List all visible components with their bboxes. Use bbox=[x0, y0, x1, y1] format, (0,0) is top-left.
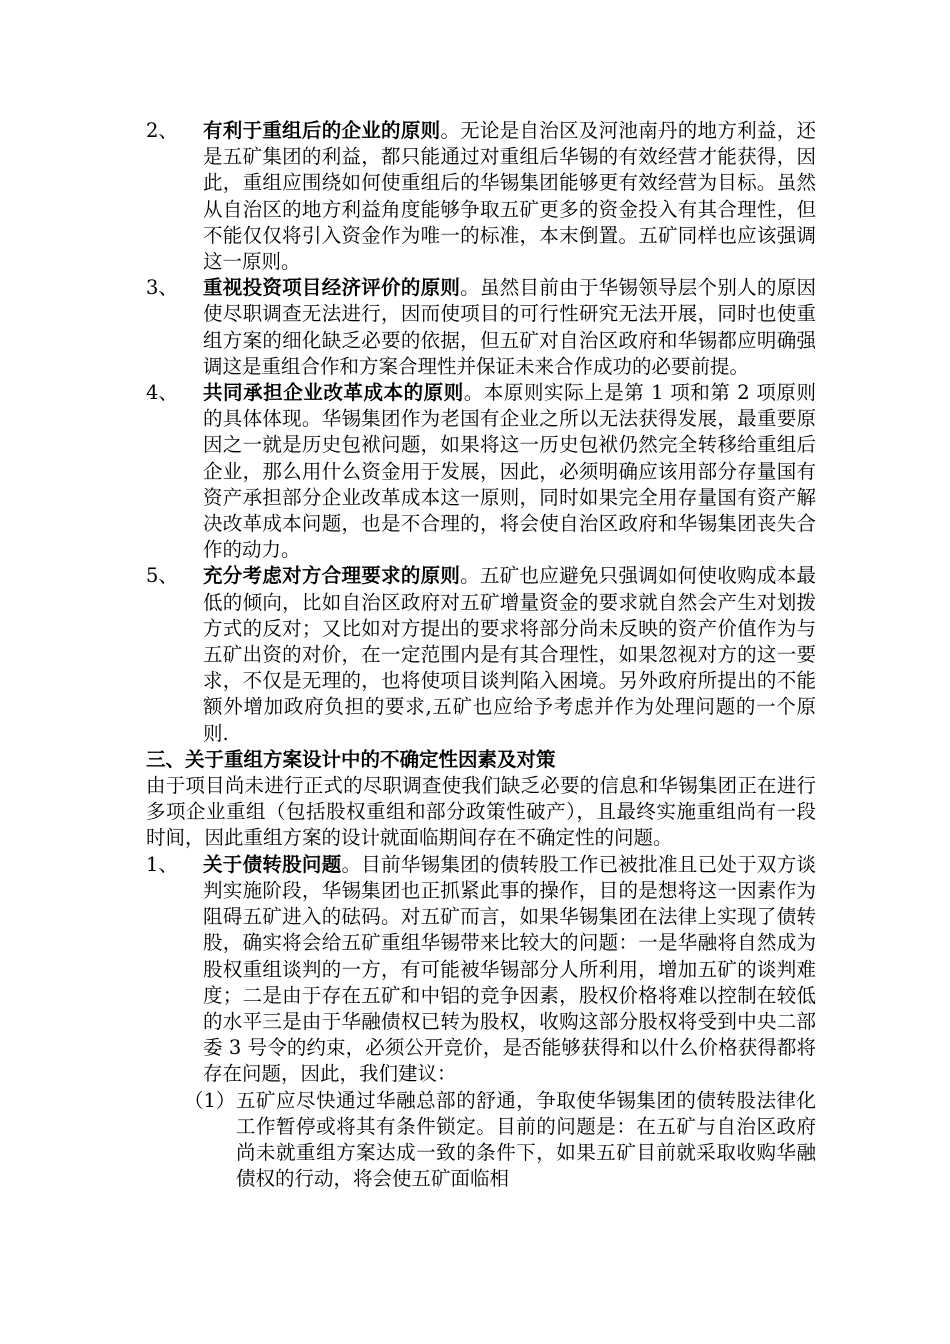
item-number: 3、 bbox=[146, 276, 178, 300]
item-number: 4、 bbox=[146, 381, 178, 405]
principle-text: 。虽然目前由于华锡领导层个别人的原因使尽职调查无法进行，因而使项目的可行性研究无法开展，同时也使重组方案的细化缺乏必要的依据，但五矿对自治区政府和华锡都应明确强调这是重组合作和方案合理性并保证未来合作成功的必要前提。 bbox=[203, 276, 816, 378]
principle-item-3 bbox=[146, 275, 816, 380]
sub-item-text: 五矿应尽快通过华融总部的舒通，争取使华锡集团的债转股法律化工作暂停或将其有条件锁定。目前的问题是：在五矿与自治区政府尚未就重组方案达成一致的条件下，如果五矿目前就采取收购华融债权的行动，将会使五矿面临相 bbox=[236, 1088, 816, 1191]
principle-title: 重视投资项目经济评价的原则 bbox=[203, 276, 461, 300]
issue-text: 。目前华锡集团的债转股工作已被批准且已处于双方谈判实施阶段，华锡集团也正抓紧此事的操作，目的是想将这一因素作为阻碍五矿进入的砝码。对五矿而言，如果华锡集团在法律上实现了债转股，确实将会给五矿重组华锡带来比较大的问题：一是华融将自然成为股权重组谈判的一方，有可能被华锡部分人所利用，增加五矿的谈判难度；二是由于存在五矿和中铝的竞争因素，股权价格将难以控制在较低的水平三是由于华融债权已转为股权，收购这部分股权将受到中央二部委 3 号令的约束，必须公开竞价，是否能够获得和以什么价格获得都将存在问题，因此，我们建议： bbox=[203, 852, 816, 1086]
document-page bbox=[146, 118, 816, 1192]
principle-title: 充分考虑对方合理要求的原则 bbox=[203, 564, 461, 588]
item-number: 2、 bbox=[146, 119, 178, 142]
section-heading: 三、关于重组方案设计中的不确定性因素及对策 bbox=[146, 747, 556, 771]
principle-text: 。五矿也应避免只强调如何使收购成本最低的倾向，比如自治区政府对五矿增量资金的要求就自然会产生对划拨方式的反对；又比如对方提出的要求将部分尚未反映的资产价值作为与五矿出资的对价，在一定范围内是有其合理性，如果忽视对方的这一要求，不仅是无理的，也将使项目谈判陷入困境。另外政府所提出的不能额外增加政府负担的要求,五矿也应给予考虑并作为处理问题的一个原则. bbox=[203, 564, 816, 745]
principle-text: 。无论是自治区及河池南丹的地方利益，还是五矿集团的利益，都只能通过对重组后华锡的有效经营才能获得，因此，重组应围绕如何使重组后的华锡集团能够更有效经营为目标。虽然从自治区的地方利益角度能够争取五矿更多的资金投入有其合理性，但不能仅仅将引入资金作为唯一的标准，本末倒置。五矿同样也应该强调这一原则。 bbox=[203, 119, 816, 274]
principle-item-5 bbox=[146, 563, 816, 746]
item-number: 1、 bbox=[146, 852, 178, 876]
issue-item-1 bbox=[146, 852, 816, 1088]
item-number: 5、 bbox=[146, 564, 178, 588]
sub-item-1 bbox=[146, 1088, 816, 1193]
principle-item-4 bbox=[146, 380, 816, 563]
sub-item-number: （1） bbox=[184, 1088, 236, 1112]
principle-item-2 bbox=[146, 118, 816, 275]
issue-title: 关于债转股问题 bbox=[203, 852, 342, 876]
principle-title: 共同承担企业改革成本的原则 bbox=[203, 381, 464, 405]
section-intro: 由于项目尚未进行正式的尽职调查使我们缺乏必要的信息和华锡集团正在进行多项企业重组（包括股权重组和部分政策性破产），且最终实施重组尚有一段时间，因此重组方案的设计就面临期间存在不确定性的问题。 bbox=[146, 774, 816, 850]
principle-text: 。本原则实际上是第 1 项和第 2 项原则的具体体现。华锡集团作为老国有企业之所以无法获得发展，最重要原因之一就是历史包袱问题，如果将这一历史包袱仍然完全转移给重组后企业，那么用什么资金用于发展，因此，必须明确应该用部分存量国有资产承担部分企业改革成本这一原则，同时如果完全用存量国有资产解决改革成本问题，也是不合理的，将会使自治区政府和华锡集团丧失合作的动力。 bbox=[203, 381, 816, 562]
principle-title: 有利于重组后的企业的原则 bbox=[203, 119, 441, 142]
